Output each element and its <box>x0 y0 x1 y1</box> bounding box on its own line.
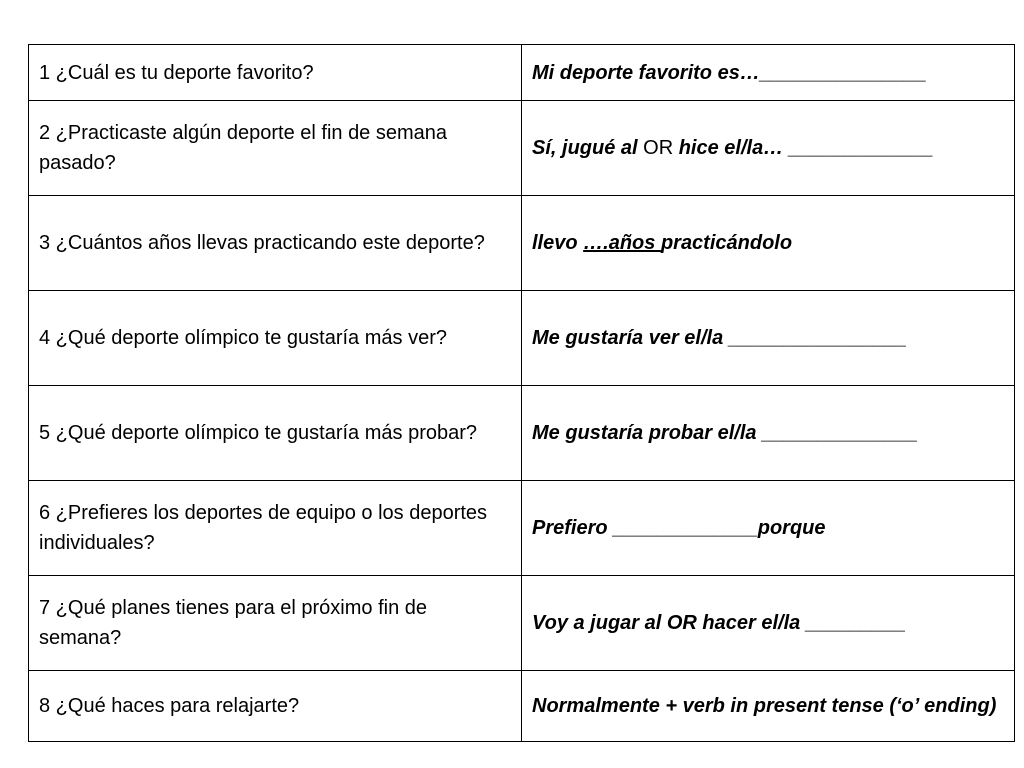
answer-connector: OR <box>637 137 679 159</box>
answer-text: Sí, jugué al <box>532 137 638 159</box>
answer-cell: Mi deporte favorito es…_______________ <box>522 45 1015 101</box>
question-cell: 2 ¿Practicaste algún deporte el fin de semana pasado? <box>29 101 522 196</box>
table-row <box>29 196 1015 291</box>
question-cell: 1 ¿Cuál es tu deporte favorito? <box>29 45 522 101</box>
answer-text: hice el/la… _____________ <box>678 137 934 159</box>
question-cell: 7 ¿Qué planes tienes para el próximo fin de semana? <box>29 576 522 671</box>
answer-blank: ….años <box>583 232 661 254</box>
table-row <box>29 671 1015 742</box>
answer-cell: Me gustaría probar el/la ______________ <box>522 386 1015 481</box>
answer-cell: Normalmente + verb in present tense (‘o’ ending) <box>522 671 1015 742</box>
table-row <box>29 101 1015 196</box>
table-row <box>29 45 1015 101</box>
question-cell: 6 ¿Prefieres los deportes de equipo o los deportes individuales? <box>29 481 522 576</box>
question-cell: 3 ¿Cuántos años llevas practicando este deporte? <box>29 196 522 291</box>
question-cell: 4 ¿Qué deporte olímpico te gustaría más ver? <box>29 291 522 386</box>
answer-cell <box>522 196 1015 291</box>
question-cell: 5 ¿Qué deporte olímpico te gustaría más probar? <box>29 386 522 481</box>
answer-text: practicándolo <box>660 232 793 254</box>
questions-table <box>28 44 1015 742</box>
answer-cell <box>522 101 1015 196</box>
table-row <box>29 386 1015 481</box>
table-row <box>29 576 1015 671</box>
table-row <box>29 291 1015 386</box>
table-row <box>29 481 1015 576</box>
answer-text: llevo <box>532 232 584 254</box>
answer-cell: Prefiero _____________porque <box>522 481 1015 576</box>
question-cell: 8 ¿Qué haces para relajarte? <box>29 671 522 742</box>
answer-cell: Me gustaría ver el/la ________________ <box>522 291 1015 386</box>
answer-cell: Voy a jugar al OR hacer el/la _________ <box>522 576 1015 671</box>
